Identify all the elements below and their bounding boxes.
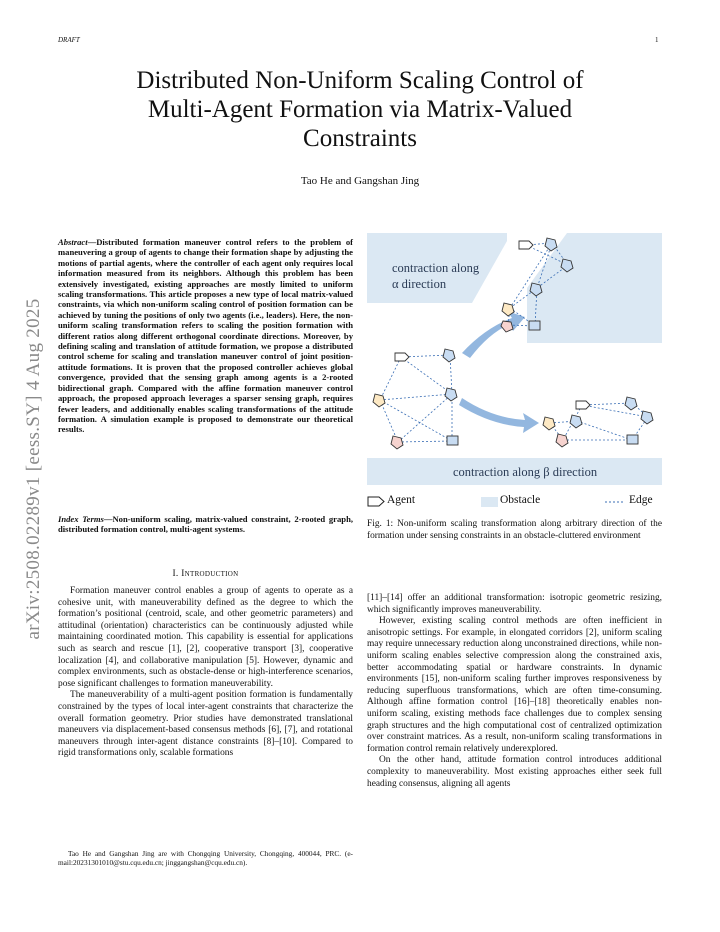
intro-paragraph: Formation maneuver control enables a group of agents to operate as a cohesive unit, with maneuverability defined as the degree to which the formation’s positional (centroid, scale, and other geometric parameters) and attitudinal (orientation) characteristics can be continuously adjusted while maintaining coordinated motion. This capability is essential for applications such as search and rescue [1], [2], cooperative transport [3], cooperative localization [4], and collaborative manipulation [5]. However, dynamic and complex environments, such as obstacle-dense or high-interference scenarios, pose significant challenges to formation maneuverability. [58,586,353,689]
index-terms [58,514,353,535]
footnote-text: Tao He and Gangshan Jing are with Chongqing University, Chongqing, 400044, PRC. (e-mail:20231301010@stu.cqu.edu.cn; jinggangshan@cqu.edu.cn). [58,849,353,867]
title-line-3: Constraints [303,125,417,152]
abstract [58,237,353,435]
running-header: DRAFT [58,36,80,44]
label-beta: contraction along β direction [453,465,598,479]
legend-obstacle-label: Obstacle [500,494,541,506]
right-paragraph: However, existing scaling control methods are often inefficient in anisotropic settings. For example, in elongated corridors [2], uniform scaling may require unnecessary reduction along unconstrained directions, while non-uniform scaling enables selective compression along the constrained axis, better accommodating spatial or hardware constraints. In dynamic environments [15], non-uniform scaling further improves responsiveness by reducing superfluous transformations, which are often time-consuming. Although affine formation control [16]–[18] theoretically enables non-uniform scaling, existing methods face challenges due to complex sensing graph structures and the high computational cost of centralized optimization over constraint matrices. As a result, non-uniform scaling transformations in formation control remain relatively underexplored. [367,616,662,754]
footnote [58,850,353,868]
authors: Tao He and Gangshan Jing [300,175,420,187]
legend-edge-label: Edge [629,494,653,506]
right-paragraph: On the other hand, attitude formation control introduces additional complexity to maneuverability. Most existing approaches either seek full heading consensus, aligning all agents [367,755,662,789]
edge-legend-icon [605,500,625,504]
legend-agent-label: Agent [387,494,416,506]
paper-title [60,66,660,153]
label-alpha-line-2: α direction [392,277,447,291]
abstract-text: —Distributed formation maneuver control refers to the problem of maneuvering a group of agents to change their formation shape by adjusting the motions of partial agents, where the controller of each agent only requires local information measured from its neighbors. Although this problem has been extensively investigated, existing approaches are mostly limited to uniform scaling transformations. This article proposes a new type of local matrix-valued constraints, via which non-uniform scaling control of position formation can be achieved by tuning the positions of only two agents (i.e., leaders). Here, the non-uniform scaling transformation refers to scaling the position formation with different ratios along different orthogonal coordinate directions. Moreover, by defining scaling and translation of attitude formation, we propose a distributed control scheme for scaling and translation maneuver control of joint position-attitude formations. It is proven that the proposed controller achieves global convergence, provided that the sensing graph among agents is a 2-rooted bidirectional graph. Compared with the affine formation maneuver control approach, the proposed approach leverages a sparser sensing graph, requires fewer leaders, and additionally enables scaling transformations of the attitude formation. A simulation example is proposed to demonstrate our theoretical results. [58,237,353,435]
title-line-1: Distributed Non-Uniform Scaling Control of [136,67,584,94]
index-terms-text: —Non-uniform scaling, matrix-valued constraint, 2-rooted graph, distributed formation control, multi-agent systems. [58,514,353,535]
arxiv-identifier[interactable]: arXiv:2508.02289v1 [eess.SY] 4 Aug 2025 [23,298,44,640]
abstract-label: Abstract [58,237,88,247]
agent-icon [627,435,638,444]
agent-icon [447,436,458,445]
figure-legend [367,494,662,510]
right-paragraph: [11]–[14] offer an additional transformation: isotropic geometric resizing, which significantly improves maneuverability. [367,593,662,615]
section-heading [58,569,353,579]
figure-1-illustration [367,233,662,485]
agent-icon [529,321,540,330]
section-title: Introduction [181,569,239,579]
obstacle-legend-swatch [481,497,498,507]
page-number: 1 [655,36,659,44]
figure-caption: Fig. 1: Non-uniform scaling transformation along arbitrary direction of the formation under sensing constraints in an obstacle-cluttered environment [367,519,662,541]
intro-paragraph: The maneuverability of a multi-agent position formation is fundamentally constrained by the types of local inter-agent constraints that characterize the overall formation geometry. Prior studies have demonstrated translational maneuvers via displacement-based consensus methods [6], [7], and rotational maneuvers through inter-agent distance constraints [8]–[10]. Compared to rigid transformations only, scalable formations [58,690,353,759]
section-number: I. [172,569,179,579]
intro-left-column [58,586,353,760]
agent-legend-icon [367,496,385,507]
title-line-2: Multi-Agent Formation via Matrix-Valued [147,96,573,123]
index-terms-label: Index Terms [58,514,104,524]
intro-right-column [367,593,662,790]
label-alpha-line-1: contraction along [392,261,480,275]
